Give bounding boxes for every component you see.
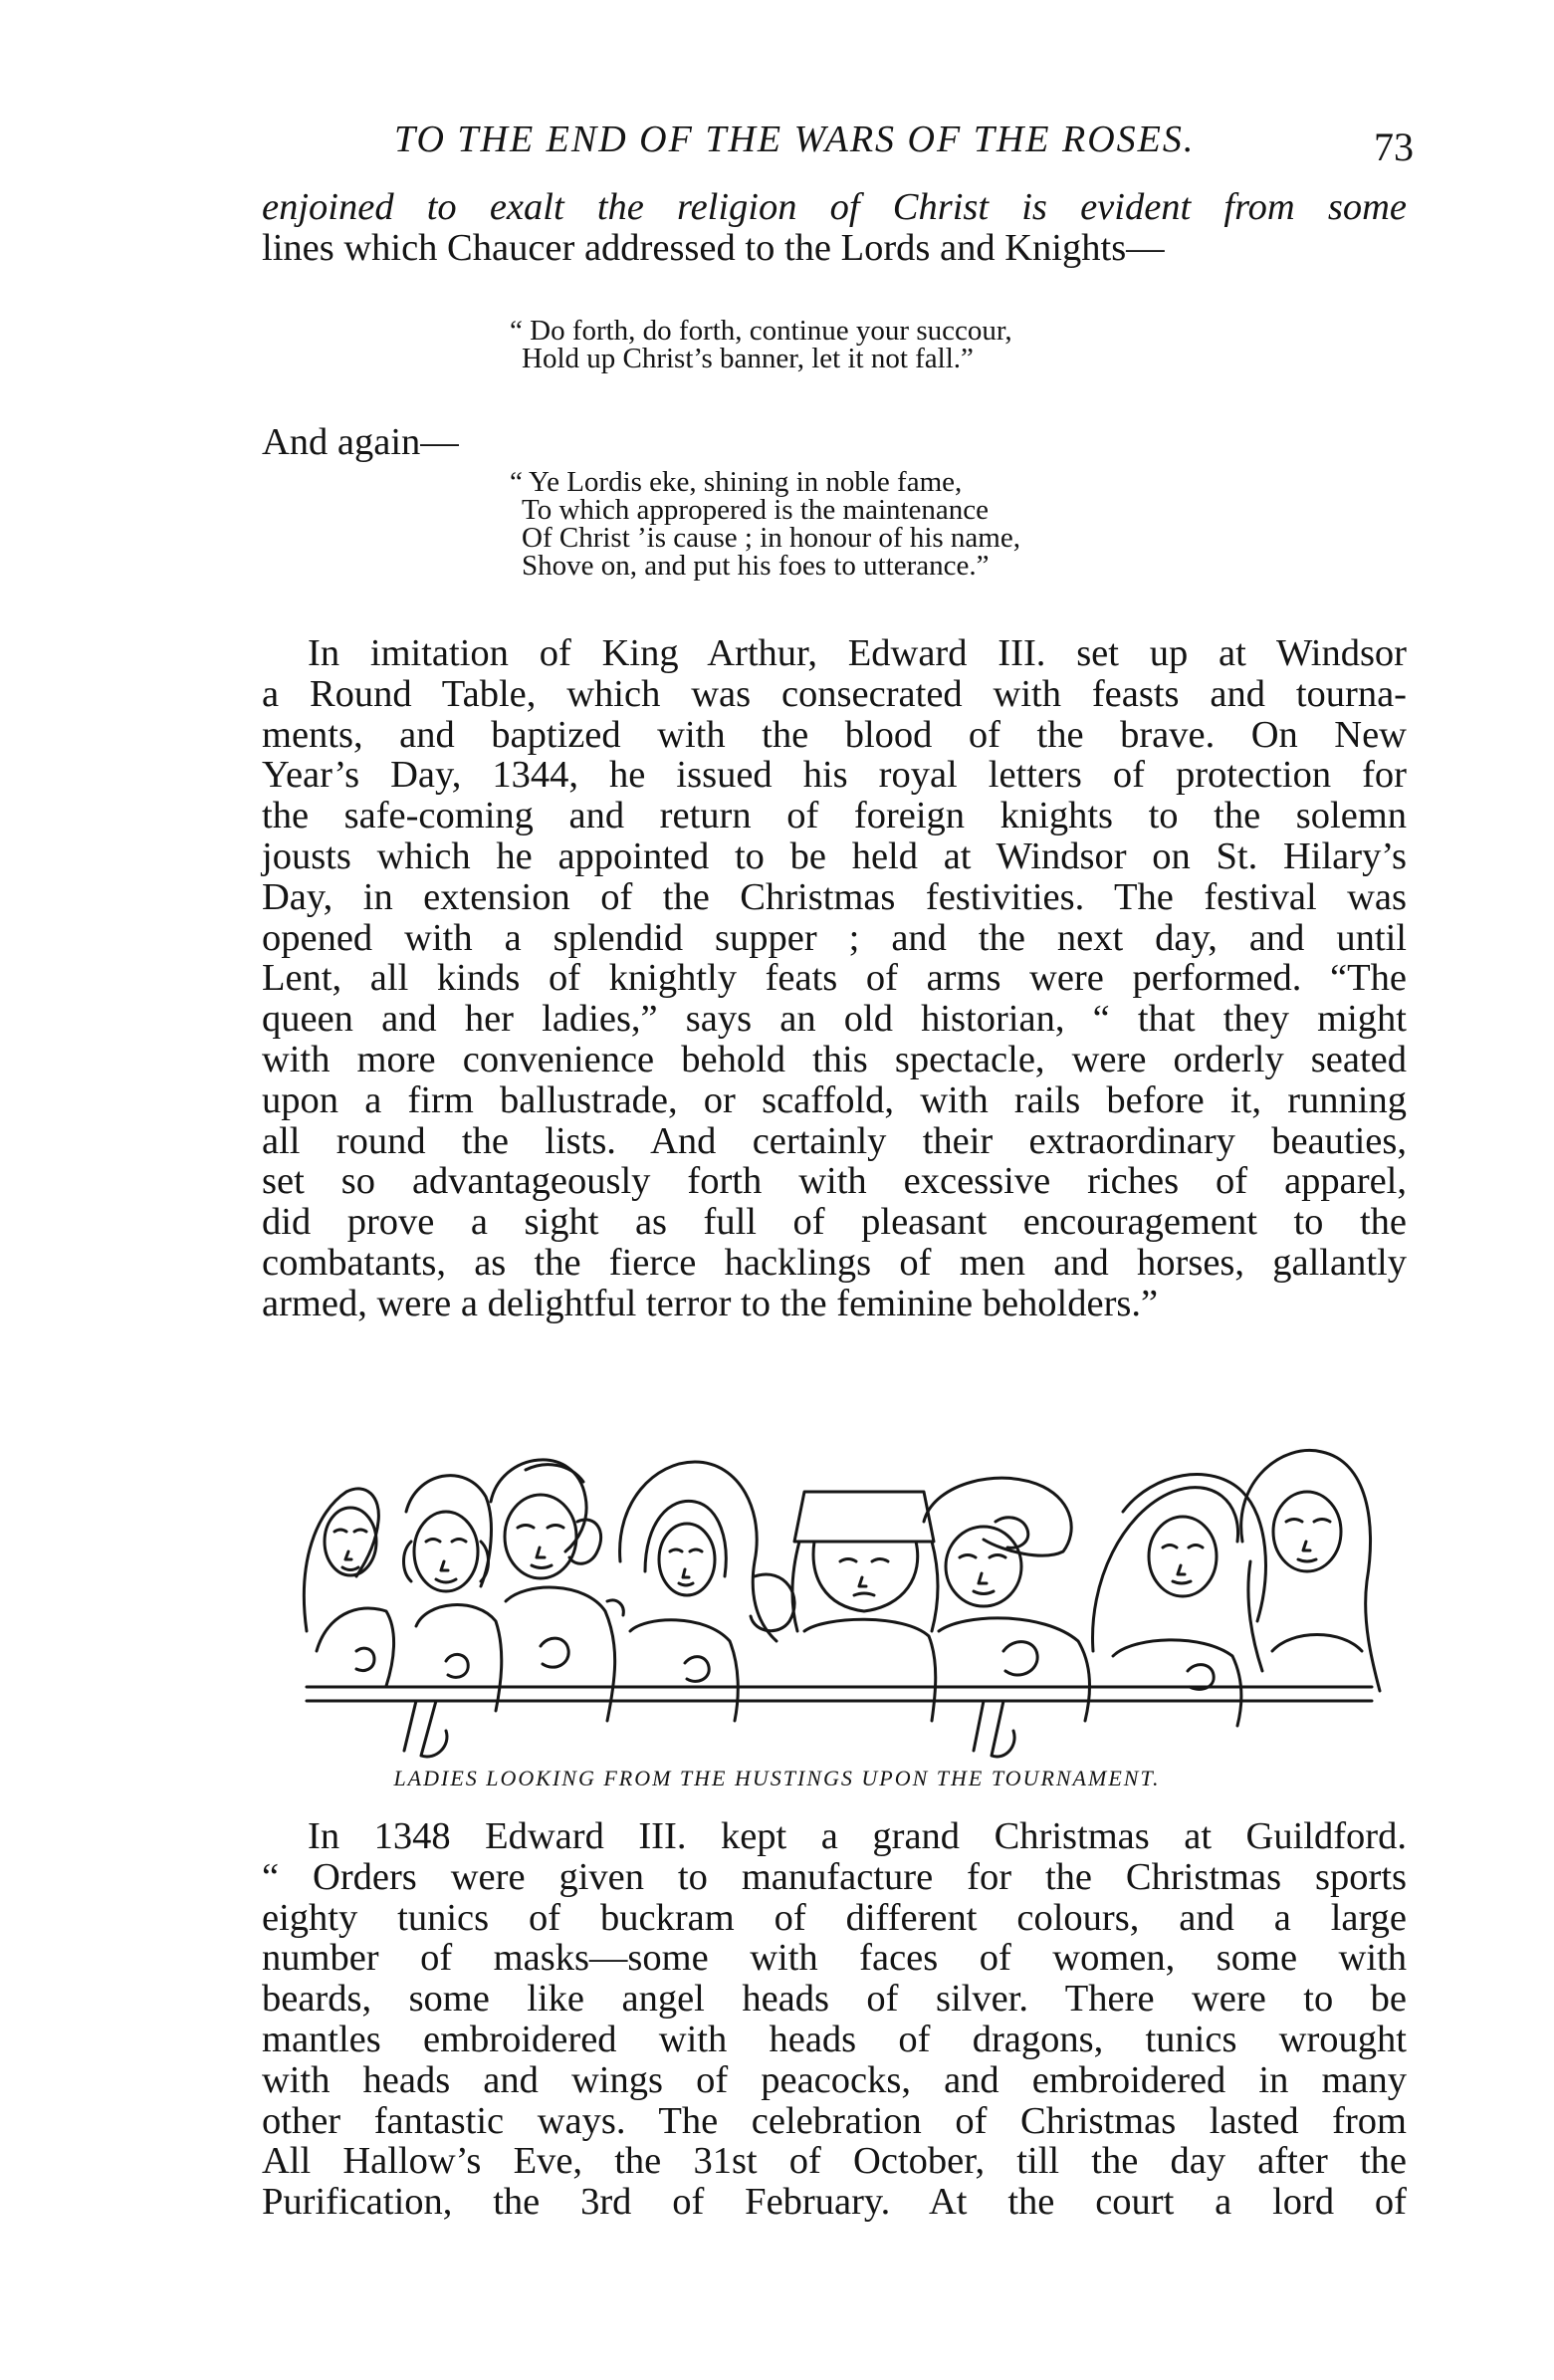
woodcut-illustration bbox=[287, 1402, 1382, 1763]
ladies-woodcut-drawing bbox=[287, 1402, 1382, 1763]
text-line: In imitation of King Arthur, Edward III. set up at Windsor bbox=[308, 632, 1407, 674]
text-line: with more convenience behold this spectacle, were orderly seated bbox=[262, 1038, 1407, 1080]
text-line: queen and her ladies,” says an old historian, “ that they might bbox=[262, 998, 1407, 1041]
text-line: opened with a splendid supper ; and the next day, and until bbox=[262, 916, 1407, 959]
verse-line: Of Christ ’is cause ; in honour of his name, bbox=[522, 522, 1020, 554]
lady-figure bbox=[620, 1462, 795, 1721]
hanging-sleeve bbox=[974, 1701, 1014, 1757]
text-line: with heads and wings of peacocks, and embroidered in many bbox=[262, 2058, 1407, 2101]
text-line: beards, some like angel heads of silver. There were to be bbox=[262, 1978, 1407, 2021]
text-line: Lent, all kinds of knightly feats of arms were performed. “The bbox=[262, 957, 1407, 1000]
and-again-label: And again— bbox=[262, 421, 459, 463]
paragraph-round-table bbox=[262, 633, 1407, 1324]
text-line: combatants, as the fierce hacklings of men and horses, gallantly bbox=[262, 1241, 1407, 1284]
text-line: mantles embroidered with heads of dragons, tunics wrought bbox=[262, 2018, 1407, 2060]
verse-line: Shove on, and put his foes to utterance.” bbox=[522, 550, 990, 582]
text-line: lines which Chaucer addressed to the Lords and Knights— bbox=[262, 226, 1165, 269]
text-line: eighty tunics of buckram of different colours, and a large bbox=[262, 1896, 1407, 1939]
text-line: ments, and baptized with the blood of the brave. On New bbox=[262, 713, 1407, 756]
text-line: jousts which he appointed to be held at Windsor on St. Hilary’s bbox=[262, 834, 1407, 877]
verse-line: Hold up Christ’s banner, let it not fall.” bbox=[522, 343, 974, 374]
text-line: Day, in extension of the Christmas festivities. The festival was bbox=[262, 875, 1407, 918]
verse-line: “ Do forth, do forth, continue your succour, bbox=[510, 315, 1012, 347]
lady-figure bbox=[1241, 1450, 1380, 1691]
running-title: TO THE END OF THE WARS OF THE ROSES. bbox=[394, 119, 1196, 160]
text-line: the safe-coming and return of foreign knights to the solemn bbox=[262, 795, 1407, 837]
running-head bbox=[259, 118, 1414, 177]
lady-figure bbox=[491, 1460, 623, 1721]
lady-figure bbox=[924, 1478, 1089, 1721]
lady-figure bbox=[404, 1476, 502, 1711]
lady-figure bbox=[304, 1489, 393, 1686]
text-line: armed, were a delightful terror to the feminine beholders.” bbox=[262, 1282, 1159, 1324]
verse-quotation-1 bbox=[510, 317, 1012, 372]
text-line: did prove a sight as full of pleasant encouragement to the bbox=[262, 1201, 1407, 1244]
text-line: “ Orders were given to manufacture for the Christmas sports bbox=[262, 1855, 1407, 1898]
text-line: all round the lists. And certainly their extraordinary beauties, bbox=[262, 1119, 1407, 1162]
text-line: set so advantageously forth with excessive riches of apparel, bbox=[262, 1160, 1407, 1203]
text-line: upon a firm ballustrade, or scaffold, with rails before it, running bbox=[262, 1078, 1407, 1121]
text-line: All Hallow’s Eve, the 31st of October, till the day after the bbox=[262, 2140, 1407, 2183]
text-line: Year’s Day, 1344, he issued his royal letters of protection for bbox=[262, 754, 1407, 797]
intro-paragraph bbox=[262, 187, 1407, 269]
text-line: enjoined to exalt the religion of Christ is evident from some bbox=[262, 186, 1407, 228]
verse-line: “ Ye Lordis eke, shining in noble fame, bbox=[510, 466, 963, 498]
verse-quotation-2 bbox=[510, 468, 1020, 580]
hanging-sleeve bbox=[404, 1701, 447, 1757]
text-line: a Round Table, which was consecrated with feasts and tourna- bbox=[262, 672, 1407, 715]
paragraph-guildford bbox=[262, 1816, 1407, 2223]
text-line: other fantastic ways. The celebration of Christmas lasted from bbox=[262, 2099, 1407, 2142]
figure-caption: LADIES LOOKING FROM THE HUSTINGS UPON THE TOURNAMENT. bbox=[393, 1766, 1161, 1790]
text-line: number of masks—some with faces of women, some with bbox=[262, 1937, 1407, 1980]
text-line: In 1348 Edward III. kept a grand Christmas at Guildford. bbox=[308, 1815, 1407, 1857]
verse-line: To which appropered is the maintenance bbox=[522, 494, 990, 526]
page-number: 73 bbox=[1374, 124, 1414, 169]
text-line: Purification, the 3rd of February. At the court a lord of bbox=[262, 2181, 1407, 2224]
